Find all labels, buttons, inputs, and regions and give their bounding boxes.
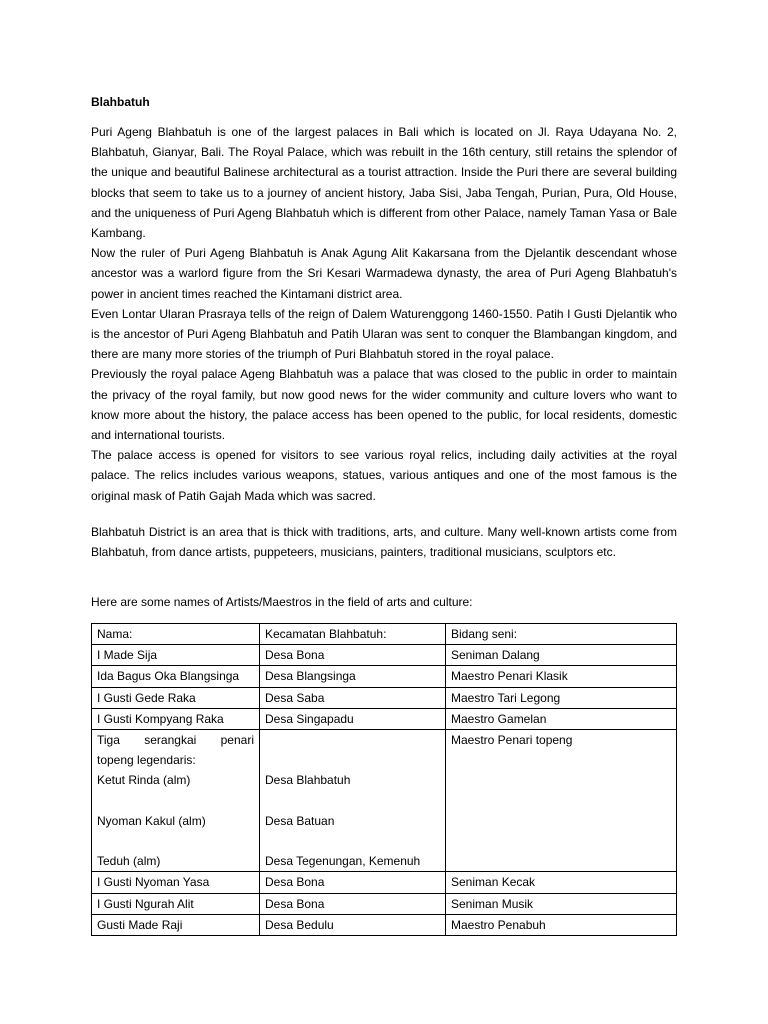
header-cell-field: Bidang seni: [446, 624, 677, 645]
cell-field: Maestro Tari Legong [446, 687, 677, 708]
header-cell-name: Nama: [92, 624, 260, 645]
table-header-row [92, 624, 677, 645]
cell-field: Maestro Penabuh [446, 914, 677, 935]
cell-name: I Gusti Kompyang Raka [92, 708, 260, 729]
paragraph: The palace access is opened for visitors to see various royal relics, including daily activities at the royal palace. The relics includes various weapons, statues, various antiques and one of the most famous is the original mask of Patih Gajah Mada which was sacred. [91, 448, 677, 503]
paragraph: Blahbatuh District is an area that is thick with traditions, arts, and culture. Many well-known artists come from Blahbatuh, from dance artists, puppeteers, musicians, painters, traditional musicians, sculptors etc. [91, 525, 677, 560]
cell-name: I Gusti Ngurah Alit [92, 893, 260, 914]
cell-village: Desa Bona [260, 645, 446, 666]
paragraph: Previously the royal palace Ageng Blahbatuh was a palace that was closed to the public in order to maintain the privacy of the royal family, but now good news for the wider community and culture lovers who want to know more about the history, the palace access has been opened to the public, for local residents, domestic and international tourists. [91, 367, 677, 443]
table-row [92, 687, 677, 708]
table-row [92, 872, 677, 893]
group-intro-line: Tiga serangkai penari [97, 733, 254, 748]
table-row [92, 914, 677, 935]
cell-field: Maestro Penari Klasik [446, 666, 677, 687]
cell-name: Ida Bagus Oka Blangsinga [92, 666, 260, 687]
document-title: Blahbatuh [91, 95, 150, 109]
artists-table [91, 623, 677, 936]
history-paragraphs [91, 122, 677, 506]
cell-field: Seniman Dalang [446, 645, 677, 666]
group-member-village: Desa Batuan [265, 813, 335, 828]
cell-field: Maestro Gamelan [446, 708, 677, 729]
table-row [92, 666, 677, 687]
table-row-group [92, 730, 677, 872]
paragraph: Puri Ageng Blahbatuh is one of the largest palaces in Bali which is located on Jl. Raya Udayana No. 2, Blahbatuh, Gianyar, Bali. The Royal Palace, which was rebuilt in the 16th century, still retains the splendor of the unique and beautiful Balinese architectural as a tourist attraction. Inside the Puri there are several building blocks that seem to take us to a journey of ancient history, Jaba Sisi, Jaba Tengah, Purian, Pura, Old House, and the uniqueness of Puri Ageng Blahbatuh which is different from other Palace, namely Taman Yasa or Bale Kambang. [91, 125, 677, 241]
cell-field-group: Maestro Penari topeng [446, 730, 677, 872]
cell-village: Desa Saba [260, 687, 446, 708]
cell-name: Gusti Made Raji [92, 914, 260, 935]
cell-village: Desa Blangsinga [260, 666, 446, 687]
group-member-name: Teduh (alm) [97, 854, 161, 869]
table-row [92, 893, 677, 914]
group-member-name: Nyoman Kakul (alm) [97, 813, 206, 828]
cell-field: Seniman Kecak [446, 872, 677, 893]
table-row [92, 645, 677, 666]
cell-name-group [92, 730, 260, 872]
cell-village: Desa Bedulu [260, 914, 446, 935]
cell-field: Seniman Musik [446, 893, 677, 914]
paragraph: Even Lontar Ularan Prasraya tells of the reign of Dalem Waturenggong 1460-1550. Patih I Gusti Djelantik who is the ancestor of Puri Ageng Blahbatuh and Patih Ularan was sent to conquer the Blambangan kingdom, and there are many more stories of the triumph of Puri Blahbatuh stored in the royal palace. [91, 306, 677, 362]
district-paragraph [91, 522, 677, 562]
cell-village: Desa Bona [260, 872, 446, 893]
group-member-village: Desa Tegenungan, Kemenuh [265, 854, 421, 869]
header-cell-village: Kecamatan Blahbatuh: [260, 624, 446, 645]
cell-village-group [260, 730, 446, 872]
cell-village: Desa Bona [260, 893, 446, 914]
group-intro-line: topeng legendaris: [97, 753, 196, 768]
cell-name: I Made Sija [92, 645, 260, 666]
group-member-name: Ketut Rinda (alm) [97, 773, 191, 788]
paragraph: Now the ruler of Puri Ageng Blahbatuh is Anak Agung Alit Kakarsana from the Djelantik descendant whose ancestor was a warlord figure from the Sri Kesari Warmadewa dynasty, the area of Puri Ageng Blahbatuh's power in ancient times reached the Kintamani district area. [91, 246, 677, 301]
cell-name: I Gusti Gede Raka [92, 687, 260, 708]
cell-village: Desa Singapadu [260, 708, 446, 729]
table-row [92, 708, 677, 729]
table-intro: Here are some names of Artists/Maestros in the field of arts and culture: [91, 595, 473, 609]
group-member-village: Desa Blahbatuh [265, 773, 351, 788]
cell-name: I Gusti Nyoman Yasa [92, 872, 260, 893]
